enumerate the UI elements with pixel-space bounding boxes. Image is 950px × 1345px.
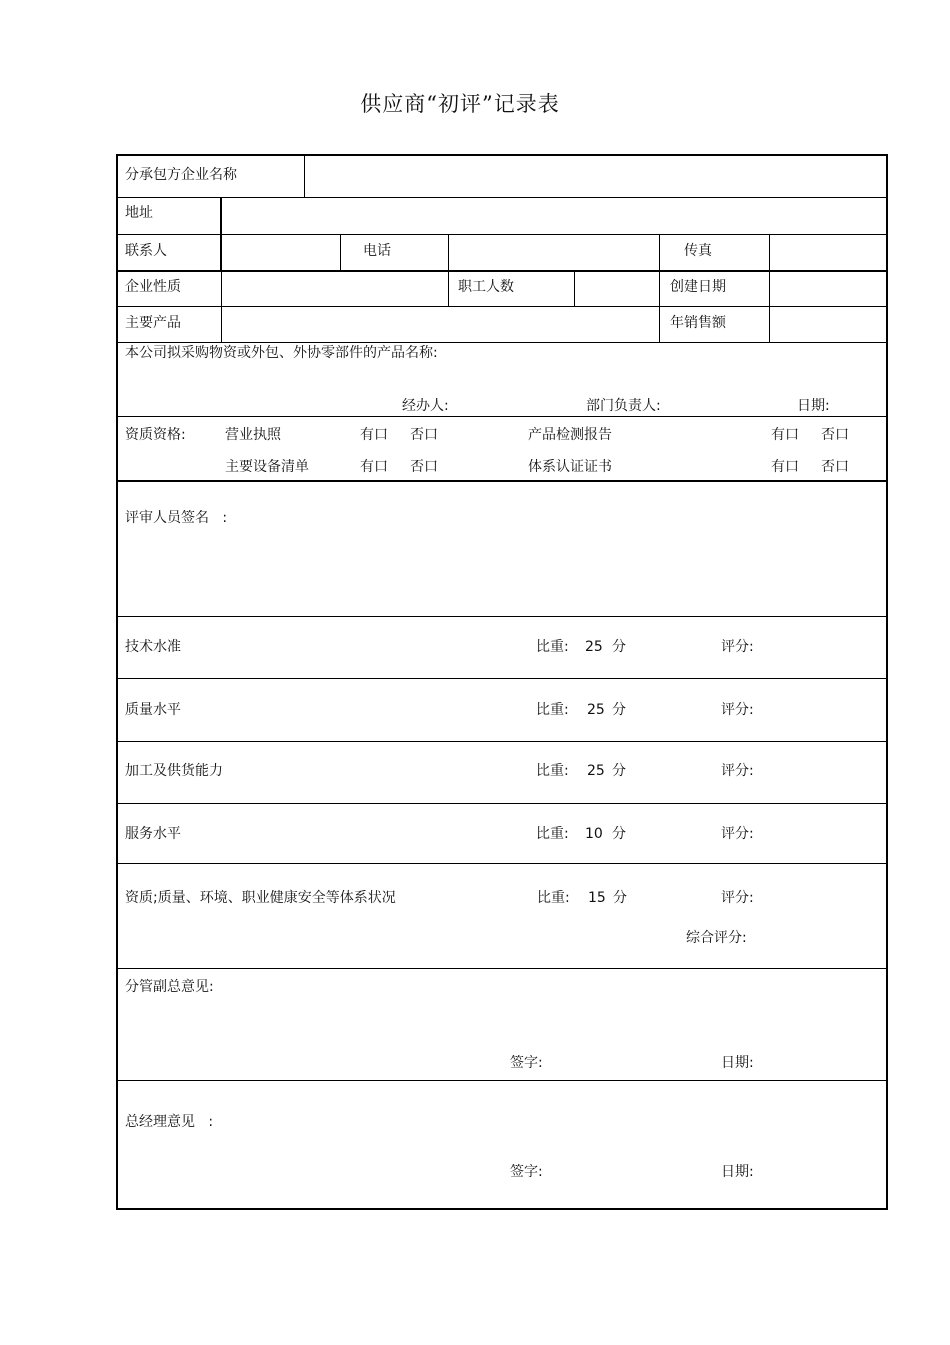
purchase-product-label: 本公司拟采购物资或外包、外协零部件的产品名称:	[125, 345, 438, 361]
score-label: 评分:	[721, 890, 754, 906]
address-field[interactable]	[223, 198, 886, 233]
fax-field[interactable]	[771, 235, 886, 269]
founded-date-field[interactable]	[771, 272, 886, 305]
col-divider	[221, 270, 222, 342]
gm-opinion-field[interactable]	[120, 1134, 884, 1158]
overall-score-input[interactable]	[763, 921, 878, 955]
qualification-item-name: 营业执照	[225, 427, 281, 443]
fax-label: 传真	[684, 243, 712, 259]
qualification-label: 资质资格:	[125, 427, 186, 443]
weight-value: 10	[585, 826, 603, 842]
score-label: 评分:	[721, 702, 754, 718]
company-name-field[interactable]	[306, 157, 886, 196]
weight-label: 比重:	[537, 890, 570, 906]
row-divider	[118, 863, 886, 864]
criterion-name: 服务水平	[125, 826, 181, 842]
row-divider	[118, 1080, 886, 1081]
col-divider	[340, 234, 341, 270]
weight-value: 25	[585, 639, 603, 655]
weight-unit: 分	[612, 702, 626, 718]
row-divider	[118, 741, 886, 742]
qualification-yes-checkbox[interactable]: 有口	[771, 459, 799, 475]
reviewers-signature-field[interactable]	[120, 536, 884, 614]
address-label: 地址	[125, 205, 153, 221]
col-divider	[659, 234, 660, 342]
col-divider	[574, 270, 575, 306]
vp-opinion-label: 分管副总意见:	[125, 979, 214, 995]
weight-value: 25	[587, 763, 605, 779]
row-divider	[118, 342, 886, 343]
col-divider	[304, 156, 305, 197]
annual-sales-field[interactable]	[771, 307, 886, 341]
main-products-label: 主要产品	[125, 315, 181, 331]
weight-unit: 分	[612, 763, 626, 779]
weight-unit: 分	[612, 826, 626, 842]
score-input[interactable]	[763, 754, 878, 788]
qualification-no-checkbox[interactable]: 否口	[410, 427, 438, 443]
qualification-yes-checkbox[interactable]: 有口	[360, 459, 388, 475]
score-input[interactable]	[763, 817, 878, 851]
col-divider	[220, 197, 222, 270]
weight-value: 15	[588, 890, 606, 906]
qualification-no-checkbox[interactable]: 否口	[821, 427, 849, 443]
row-divider	[118, 968, 886, 969]
vp-opinion-field[interactable]	[120, 1000, 884, 1045]
row-divider	[118, 678, 886, 679]
phone-field[interactable]	[450, 235, 658, 269]
col-divider	[448, 234, 449, 306]
vp-sign-label: 签字:	[510, 1055, 543, 1071]
criterion-name: 技术水准	[125, 639, 181, 655]
vp-date-label: 日期:	[721, 1055, 754, 1071]
weight-label: 比重:	[536, 763, 569, 779]
contact-label: 联系人	[125, 243, 167, 259]
reviewers-signature-label: 评审人员签名 :	[125, 510, 228, 526]
company-name-label: 分承包方企业名称	[125, 167, 237, 183]
annual-sales-label: 年销售额	[670, 315, 726, 331]
overall-score-label: 综合评分:	[686, 930, 747, 946]
contact-field[interactable]	[223, 235, 339, 269]
criterion-name: 加工及供货能力	[125, 763, 223, 779]
qualification-no-checkbox[interactable]: 否口	[410, 459, 438, 475]
qualification-item-name: 主要设备清单	[225, 459, 309, 475]
qualification-yes-checkbox[interactable]: 有口	[771, 427, 799, 443]
gm-sign-label: 签字:	[510, 1164, 543, 1180]
weight-unit: 分	[612, 639, 626, 655]
row-divider	[118, 616, 886, 617]
row-divider	[118, 803, 886, 804]
staff-count-label: 职工人数	[458, 279, 514, 295]
founded-date-label: 创建日期	[670, 279, 726, 295]
weight-unit: 分	[613, 890, 627, 906]
qualification-yes-checkbox[interactable]: 有口	[360, 427, 388, 443]
main-products-field[interactable]	[223, 307, 658, 341]
weight-label: 比重:	[536, 639, 569, 655]
section-divider	[118, 480, 886, 482]
weight-label: 比重:	[536, 702, 569, 718]
qualification-item-name: 产品检测报告	[528, 427, 612, 443]
company-nature-label: 企业性质	[125, 279, 181, 295]
score-label: 评分:	[721, 639, 754, 655]
score-label: 评分:	[721, 763, 754, 779]
score-input[interactable]	[763, 630, 878, 664]
handler-label: 经办人:	[402, 398, 449, 414]
col-divider	[769, 234, 770, 342]
supplier-evaluation-form	[116, 154, 888, 1210]
criterion-name: 质量水平	[125, 702, 181, 718]
score-label: 评分:	[721, 826, 754, 842]
weight-label: 比重:	[536, 826, 569, 842]
page-title: 供应商“初评”记录表	[360, 92, 560, 116]
qualification-item-name: 体系认证证书	[528, 459, 612, 475]
phone-label: 电话	[363, 243, 391, 259]
company-nature-field[interactable]	[223, 272, 447, 305]
dept-head-label: 部门负责人:	[586, 398, 661, 414]
gm-opinion-label: 总经理意见 :	[125, 1114, 214, 1130]
criterion-name: 资质;质量、环境、职业健康安全等体系状况	[125, 890, 396, 906]
score-input[interactable]	[763, 881, 878, 911]
qualification-no-checkbox[interactable]: 否口	[821, 459, 849, 475]
score-input[interactable]	[763, 693, 878, 727]
weight-value: 25	[587, 702, 605, 718]
row-divider	[118, 416, 886, 417]
staff-count-field[interactable]	[576, 272, 658, 305]
gm-date-label: 日期:	[721, 1164, 754, 1180]
purchase-date-label: 日期:	[797, 398, 830, 414]
